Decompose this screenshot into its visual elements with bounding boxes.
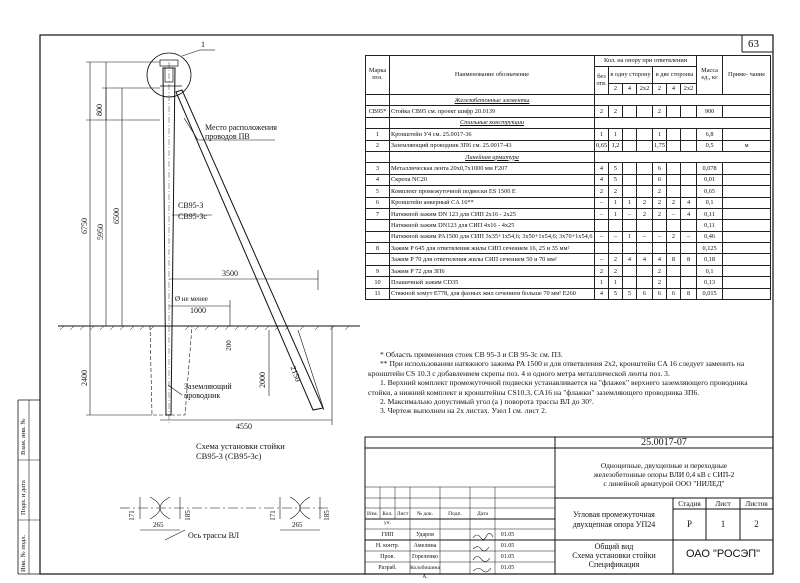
cell-pos: СВ95* [366,106,390,117]
section-row [366,151,771,162]
header-note: Приме- чание [723,56,771,95]
cell-qty: 2 [595,265,609,276]
cell-mass: 0,1 [697,197,723,208]
cell-qty: 4 [595,174,609,185]
specification-table [365,55,771,300]
cell-pos: 8 [366,243,390,254]
cell-mass: 0,13 [697,277,723,288]
table-row [366,254,771,265]
cell-qty [623,265,637,276]
table-row [366,106,771,117]
label-ground-1: Заземляющий [184,382,232,391]
cell-qty: 1 [623,197,637,208]
header-qty: Кол. на опору при ответвлении [595,56,697,67]
cell-qty: 5 [609,163,623,174]
label-pole-2: СВ95-3с [178,212,207,221]
cell-qty [667,186,681,197]
cell-qty [637,106,653,117]
cell-qty: 4 [595,288,609,299]
cell-qty: 1 [653,129,667,140]
cell-qty [667,243,681,254]
cell-qty [637,277,653,288]
cell-mass: 0,65 [697,186,723,197]
cell-pos: 10 [366,277,390,288]
cell-qty: 8 [681,288,697,299]
h-izm: Изм. [367,511,378,517]
dim-265-right: 265 [292,521,303,529]
label-pole-1: СВ95-3 [178,201,204,210]
table-row [366,140,771,151]
cell-qty: 8 [681,254,697,265]
cell-qty: – [637,231,653,242]
cell-qty [667,265,681,276]
cell-qty: 6 [653,288,667,299]
cell-mass: 0,125 [697,243,723,254]
name-3: Гореленко [411,554,439,560]
cell-qty: – [653,231,667,242]
cell-qty [595,243,609,254]
cell-name: Комплект промежуточной подвески ES 1500 E [390,186,595,197]
dim-200: 200 [224,340,233,351]
side-sign-date: Подп. и дата [20,480,27,515]
cell-qty [623,277,637,288]
cell-qty [623,106,637,117]
cell-qty [681,243,697,254]
dim-6750: 6750 [80,218,89,234]
cell-qty: 2 [653,208,667,219]
cell-qty: – [667,208,681,219]
cell-qty [681,106,697,117]
cell-pos: 5 [366,186,390,197]
ground-leader [168,385,182,395]
cell-qty [653,243,667,254]
header-c4: 4 [623,83,637,94]
note-4: 3. Чертеж выполнен на 2х листах. Узел I см. лист 2. [380,406,547,416]
cell-qty [623,163,637,174]
dim-3500: 3500 [222,269,238,278]
cell-note [723,277,771,288]
caption-line-2: СВ95-3 (СВ95-3с) [196,451,262,461]
cell-qty: 2 [637,197,653,208]
cell-name: Зажим P 70 для ответвления жилы СИП сечением 50 и 70 мм² [390,254,595,265]
cell-qty [681,265,697,276]
cell-qty [637,140,653,151]
cell-qty: 2 [609,254,623,265]
cell-note [723,129,771,140]
node-leader [182,50,200,56]
note-3: 2. Максимально допустимый угол (a ) поворота трассы ВЛ до 30°. [380,397,594,407]
cell-qty [637,243,653,254]
header-no-branch: без отв. [595,67,609,95]
dim-5950: 5950 [96,224,105,240]
cell-qty: 2 [653,197,667,208]
object-2: двухцепная опора УП24 [572,520,656,529]
h-stadia: Стадия [678,499,701,508]
cell-note [723,231,771,242]
cell-qty [667,106,681,117]
organization: ОАО "РОСЭП" [685,548,761,560]
cell-note [723,163,771,174]
caption-line-1: Схема установки стойки [196,441,285,451]
cell-pos: 3 [366,163,390,174]
object-1: Угловая промежуточная [573,510,655,519]
section-title: Железобетонные элементы [390,95,595,106]
cell-qty [637,265,653,276]
table-row [366,163,771,174]
cell-qty: 1,75 [653,140,667,151]
cell-mass: 6,8 [697,129,723,140]
cell-qty: 2 [653,106,667,117]
cell-qty: 6 [637,288,653,299]
section-row [366,117,771,128]
cell-qty [667,140,681,151]
cell-note [723,220,771,231]
cell-qty: 1 [609,277,623,288]
table-row [366,220,771,231]
label-ground-2: проводник [184,391,221,400]
table-row [366,174,771,185]
cell-qty [623,243,637,254]
cell-qty [595,220,609,231]
notes-block [368,350,768,416]
content-2: Схема установки стойки [572,551,656,560]
table-row [366,231,771,242]
cell-qty: – [595,197,609,208]
note-1: ** При использовании натяжного зажима PA 1500 и для ответвления 2х2, кронштейн CA 16 следует заменить на кронштейн CS 10.3 с добавлением скрепы поз. 4 и одного метра металлической ленты поз. 3. [368,359,745,378]
cell-qty: 5 [623,288,637,299]
dim-4550: 4550 [236,422,252,431]
cell-qty [681,163,697,174]
section-row [366,95,771,106]
cell-qty: 2 [609,265,623,276]
cell-mass: 0,46 [697,231,723,242]
cell-pos: 4 [366,174,390,185]
cell-note [723,254,771,265]
cell-qty [623,174,637,185]
cell-qty: – [623,208,637,219]
cell-name: Металлическая лента 20х0,7х1000 мм F207 [390,163,595,174]
cell-qty: 1,2 [609,140,623,151]
table-row [366,277,771,288]
cell-pos: 6 [366,197,390,208]
cell-note: м [723,140,771,151]
role-4: Разраб. [378,565,397,571]
cell-qty: 2 [595,106,609,117]
header-d4: 4 [667,83,681,94]
cell-qty: 6 [653,163,667,174]
name-2: Амелина [413,543,437,549]
cell-name: Кронштейн У4 см. 25.0017-36 [390,129,595,140]
cell-qty: 2 [667,231,681,242]
cell-qty: 0,65 [595,140,609,151]
cell-qty: 5 [609,288,623,299]
section-title: Стальные конструкции [390,117,595,128]
callout-node-1: 1 [201,40,205,49]
page-number: 63 [748,38,759,50]
cell-qty [667,174,681,185]
dim-6500: 6500 [112,208,121,224]
header-d2x2: 2х2 [681,83,697,94]
header-two-sides: в две стороны [653,67,697,83]
label-sip-location-2: проводов ПВ [205,132,250,141]
cell-mass: 0,015 [697,288,723,299]
cell-mass: 0,18 [697,254,723,265]
table-row [366,208,771,219]
h-sheets: Листов [745,499,768,508]
section-fill [595,117,771,128]
date-1: 01.05 [500,532,515,538]
header-mark: Марка поз. [366,56,390,95]
role-3: Пров. [380,554,395,560]
dim-1000: 1000 [190,306,206,315]
cell-note [723,288,771,299]
table-row [366,265,771,276]
cell-name: Зажим P 645 для ответвления жилы СИП сечением 16, 25 и 35 мм² [390,243,595,254]
name-4: Колобишина А. [410,565,440,580]
dim-not-less: Ø не менее [175,295,208,303]
cell-name: Скрепа NC20 [390,174,595,185]
doc-title-1: Одноцепные, двухцепные и переходные [600,461,728,470]
cell-qty: 2 [609,186,623,197]
cell-qty [637,174,653,185]
section-title: Линейная арматура [390,151,595,162]
cell-qty [623,186,637,197]
h-list: Лист [396,511,409,517]
cell-note [723,243,771,254]
cell-qty [637,186,653,197]
role-1: ГИП [381,532,394,538]
name-1: Ударов [416,532,434,538]
doc-title-3: с линейной арматурой ООО "НИЛЕД" [603,479,725,488]
cell-qty: 1 [609,208,623,219]
section-spacer [366,117,390,128]
signatures [473,533,493,572]
cell-qty: 1 [609,129,623,140]
dim-171-left: 171 [127,510,136,521]
cell-name: Зажим P 72 для ЗП6 [390,265,595,276]
cell-qty [637,220,653,231]
h-sheet: Лист [715,499,731,508]
cell-qty: 4 [637,254,653,265]
cell-qty [681,140,697,151]
h-data: Дата [477,511,488,517]
cell-mass: 0,1 [697,265,723,276]
role-2: Н. контр. [375,543,400,549]
cell-qty [623,140,637,151]
header-c2x2: 2х2 [637,83,653,94]
note-0: * Область применения стоек СВ 95-3 и СВ 95-3с см. ПЗ. [380,350,563,359]
date-3: 01.05 [500,554,515,560]
cell-qty: 8 [667,254,681,265]
h-kol: Кол. уч. [382,511,393,526]
specification-body [366,95,771,300]
header-name: Наименование обозначение [390,56,595,95]
section-spacer [366,151,390,162]
cell-note [723,208,771,219]
h-ndok: № док. [416,511,434,517]
cell-pos [366,231,390,242]
cell-pos: 9 [366,265,390,276]
content-3: Спецификация [588,560,640,569]
dim-265-left: 265 [153,521,164,529]
cell-note [723,197,771,208]
cell-qty: 6 [667,288,681,299]
cell-mass: 0,11 [697,220,723,231]
axis-label: Ось трассы ВЛ [188,531,240,540]
date-2: 01.05 [500,543,515,549]
cell-qty [681,186,697,197]
cell-name: Стяжной хомут E778, для фазных жил сечением больше 70 мм² E260 [390,288,595,299]
cell-note [723,265,771,276]
cell-qty [681,129,697,140]
cell-qty: 1 [595,277,609,288]
cell-pos: 11 [366,288,390,299]
doc-title-2: железобетонные опоры ВЛИ 0,4 кВ с СИП-2 [593,470,735,479]
cell-pos: 1 [366,129,390,140]
cell-qty: – [609,231,623,242]
cell-pos: 2 [366,140,390,151]
cell-name: Кронштейн анкерный CA 16** [390,197,595,208]
dim-171-right: 171 [268,510,277,521]
cell-pos [366,220,390,231]
cell-pos [366,254,390,265]
table-row [366,197,771,208]
cell-qty [609,220,623,231]
cell-qty: – [595,231,609,242]
cell-mass: 0,5 [697,140,723,151]
cell-mass: 900 [697,106,723,117]
cell-qty: 1 [609,197,623,208]
cell-qty: 2 [595,186,609,197]
cell-name: Стойка СВ95 см. проект шифр 20.0139 [390,106,595,117]
dim-185-right: 185 [322,510,331,521]
label-sip-location-1: Место расположения [205,123,277,132]
cell-note [723,106,771,117]
ground-hatch [60,326,349,330]
side-inv-orig: Инв. № подл. [20,534,27,572]
cell-mass: 0,11 [697,208,723,219]
cell-qty [681,174,697,185]
note-2: 1. Верхний комплект промежуточной подвески устанавливается на "флажек" верхнего заземляющего проводника стойки, а нижний комплект и кронштейны CS10.3, CA16 на "флажки" заземляющего проводника ЗП6. [368,378,748,397]
cell-qty: 4 [681,208,697,219]
header-d2: 2 [653,83,667,94]
doc-code: 25.0017-07 [641,437,687,448]
cell-qty [637,129,653,140]
cell-name: Плашечный зажим CD35 [390,277,595,288]
cell-qty: 1 [623,231,637,242]
cell-qty: 2 [667,197,681,208]
cell-qty: 4 [681,197,697,208]
h-podp: Подп. [448,511,462,517]
cell-note [723,186,771,197]
cell-qty: 2 [653,277,667,288]
cell-qty: 1 [595,129,609,140]
cell-name: Натяжной зажим DN 123 для СИП 2х16 - 2х25 [390,208,595,219]
dim-2150: 2150 [288,364,303,383]
date-4: 01.05 [500,565,515,571]
cell-mass: 0,078 [697,163,723,174]
dim-185-left: 185 [183,510,192,521]
section-spacer [366,95,390,106]
cell-qty: 6 [653,174,667,185]
cell-qty [681,220,697,231]
cell-qty: 4 [595,163,609,174]
cell-qty [681,277,697,288]
table-row [366,129,771,140]
cell-qty: 2 [637,208,653,219]
cell-name: Натяжной зажим DN123 для СИП 4х16 - 4х25 [390,220,595,231]
cell-qty: 4 [653,254,667,265]
cell-qty: – [681,231,697,242]
content-1: Общий вид [594,542,634,551]
cell-qty: – [595,254,609,265]
table-row [366,186,771,197]
section-fill [595,151,771,162]
cell-pos: 7 [366,208,390,219]
cell-qty [667,220,681,231]
table-row [366,243,771,254]
cell-qty: 5 [609,174,623,185]
header-mass: Масса ед., кг [697,56,723,95]
sheets-value: 2 [754,519,759,529]
cell-qty: 2 [653,186,667,197]
dim-800: 800 [95,104,104,116]
cell-qty: 2 [653,265,667,276]
section-fill [595,95,771,106]
stadia-value: Р [686,519,692,529]
cell-qty [609,243,623,254]
cell-qty [653,220,667,231]
cell-qty [623,129,637,140]
cell-qty: 2 [609,106,623,117]
cell-qty: 4 [623,254,637,265]
side-inv-repl: Взам. инв. № [20,418,27,455]
sheet-value: 1 [720,519,726,529]
cell-qty [637,163,653,174]
cell-name: Заземляющий проводник ЗП6 см. 25.0017-43 [390,140,595,151]
cell-mass: 0,01 [697,174,723,185]
dim-2000: 2000 [258,372,267,388]
cell-qty [623,220,637,231]
cell-qty: – [595,208,609,219]
cell-name: Натяжной зажим PA1500 для СИП 3х35+1х54,6; 3х50+1х54,6; 3х70+1х54,6 [390,231,595,242]
cell-qty [667,277,681,288]
cell-note [723,174,771,185]
cell-qty [667,129,681,140]
table-row [366,288,771,299]
header-c2: 2 [609,83,623,94]
header-one-side: в одну сторону [609,67,653,83]
dim-2400: 2400 [80,370,89,386]
cell-qty [667,163,681,174]
